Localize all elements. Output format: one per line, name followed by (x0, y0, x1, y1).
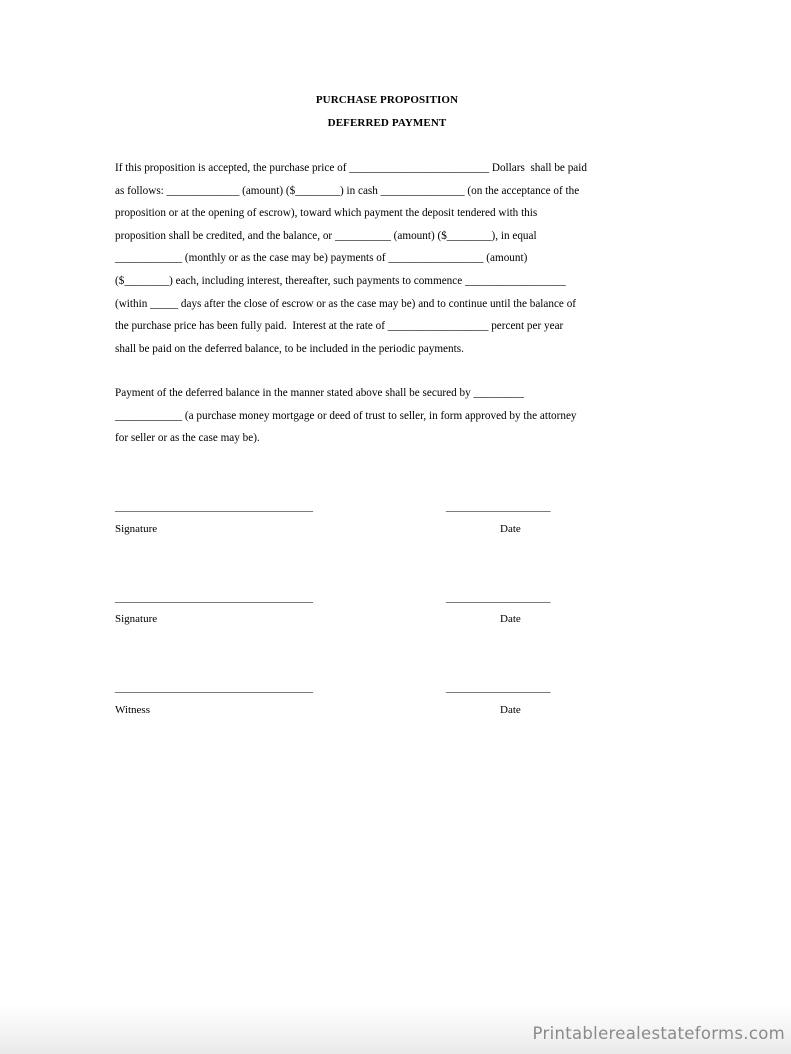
date-line-2[interactable]: ___________________ (446, 592, 551, 604)
date-label-1: Date (500, 523, 521, 535)
document-subtitle: DEFERRED PAYMENT (327, 117, 447, 129)
signature-label-2: Signature (115, 613, 158, 625)
signature-line-2[interactable]: ____________________________________ (115, 592, 313, 604)
signature-line-1[interactable]: ____________________________________ (115, 501, 313, 513)
date-label-2: Date (500, 613, 521, 625)
paragraph-line: ($________) each, including interest, thereafter, such payments to commence __________________ (115, 274, 566, 287)
paragraph-line: proposition or at the opening of escrow), toward which payment the deposit tendered with this (115, 207, 538, 220)
witness-label: Witness (115, 704, 150, 716)
paragraph-line: for seller or as the case may be). (115, 432, 260, 445)
paragraph-line: ____________ (monthly or as the case may be) payments of _________________ (amount) (115, 252, 528, 265)
footer-watermark: Printablerealestateforms.com (532, 1024, 785, 1043)
paragraph-line: shall be paid on the deferred balance, to be included in the periodic payments. (115, 342, 464, 355)
paragraph-line: (within _____ days after the close of escrow or as the case may be) and to continue until the balance of (115, 297, 577, 310)
paragraph-line: ____________ (a purchase money mortgage or deed of trust to seller, in form approved by the attorney (115, 409, 577, 422)
paragraph-line: as follows: _____________ (amount) ($________) in cash _______________ (on the acceptance of the (115, 184, 580, 197)
date-label-3: Date (500, 704, 521, 716)
signature-label-1: Signature (115, 523, 158, 535)
paragraph-line: Payment of the deferred balance in the manner stated above shall be secured by _________ (115, 387, 524, 399)
document-title: PURCHASE PROPOSITION (315, 94, 459, 106)
date-line-1[interactable]: ___________________ (446, 501, 551, 513)
paragraph-line: proposition shall be credited, and the balance, or __________ (amount) ($________), in equal (115, 229, 537, 242)
paragraph-security (115, 382, 675, 450)
paragraph-line: the purchase price has been fully paid. Interest at the rate of __________________ percent per year (115, 320, 564, 333)
date-line-3[interactable]: ___________________ (446, 682, 551, 694)
paragraph-line: If this proposition is accepted, the purchase price of _________________________ Dollars shall be paid (115, 162, 587, 174)
paragraph-purchase-price (115, 157, 675, 360)
witness-line[interactable]: ____________________________________ (115, 682, 313, 694)
